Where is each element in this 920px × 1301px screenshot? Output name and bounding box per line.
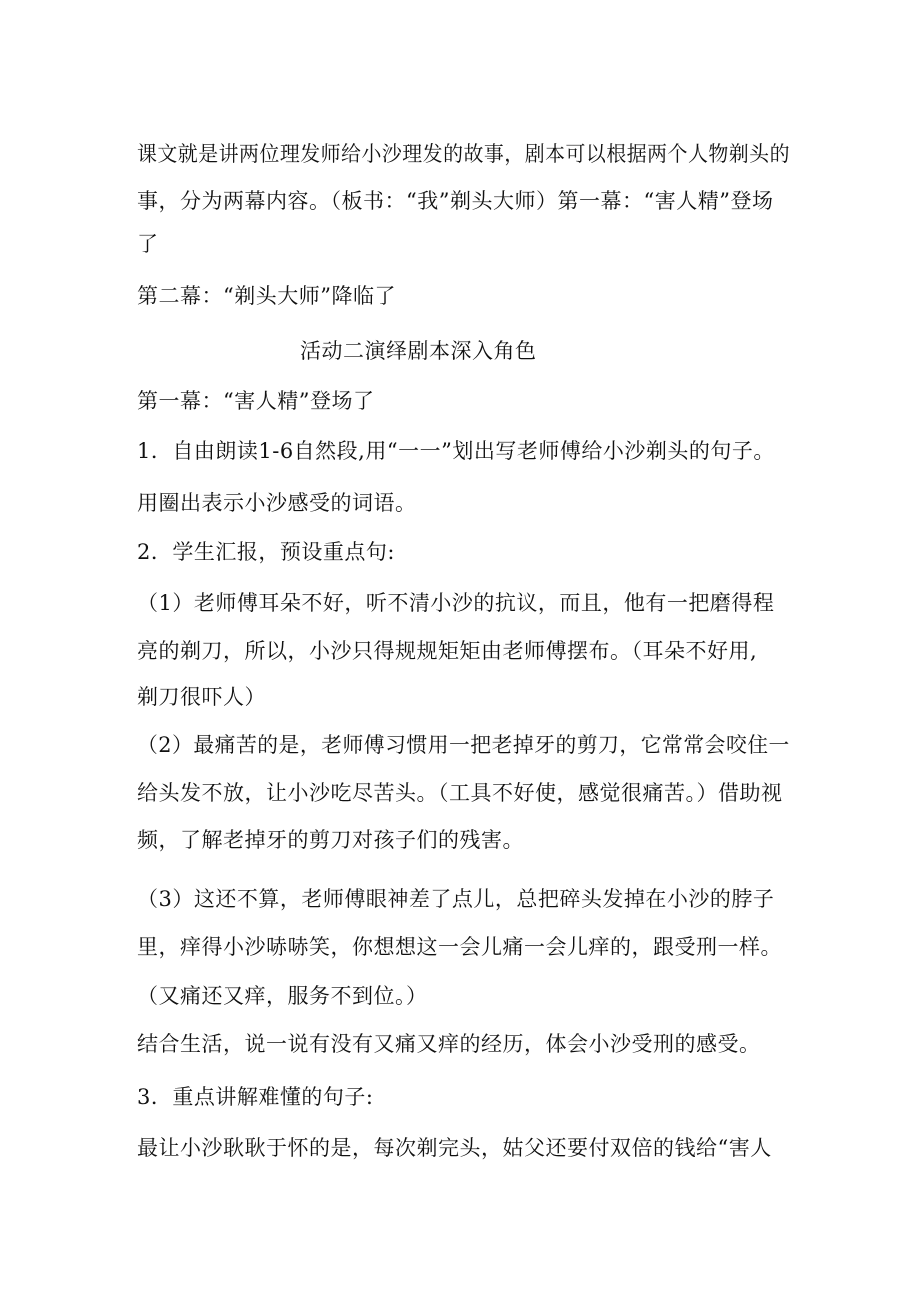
step-2-heading: 2．学生汇报，预设重点句:	[137, 540, 395, 564]
sentence-2-line-1: （2）最痛苦的是，老师傅习惯用一把老掉牙的剪刀，它常常会咬住一	[137, 733, 790, 757]
sentence-3-line-1: （3）这还不算，老师傅眼神差了点儿，总把碎头发掉在小沙的脖子	[137, 887, 775, 911]
activity-two-heading: 活动二演绎剧本深入角色	[300, 339, 537, 363]
step-3-heading: 3．重点讲解难懂的句子:	[137, 1085, 374, 1109]
paragraph-line-3: 了	[137, 232, 159, 256]
life-connection-line: 结合生活，说一说有没有又痛又痒的经历，体会小沙受刑的感受。	[137, 1032, 761, 1056]
sentence-1-line-3: 剃刀很吓人）	[137, 685, 266, 709]
sentence-2-line-2: 给头发不放，让小沙吃尽苦头。（工具不好使，感觉很痛苦。）借助视	[137, 781, 783, 805]
paragraph-line-2: 事，分为两幕内容。（板书：“我”剃头大师）第一幕：“害人精”登场	[137, 189, 774, 213]
sentence-2-line-3: 频，了解老掉牙的剪刀对孩子们的残害。	[137, 828, 524, 852]
key-sentence-line-1: 最让小沙耿耿于怀的是，每次剃完头，姑父还要付双倍的钱给“害人	[137, 1136, 772, 1160]
sentence-1-line-1: （1）老师傅耳朵不好，听不清小沙的抗议，而且，他有一把磨得程	[137, 591, 775, 615]
sentence-3-line-2: 里，痒得小沙哧哧笑，你想想这一会儿痛一会儿痒的，跟受刑一样。	[137, 935, 782, 959]
sentence-1-line-2: 亮的剃刀，所以，小沙只得规规矩矩由老师傅摆布。（耳朵不好用,	[137, 639, 758, 663]
paragraph-line-1: 课文就是讲两位理发师给小沙理发的故事，剧本可以根据两个人物剃头的	[137, 142, 790, 166]
step-1-line-1: 1．自由朗读1-6自然段,用“一一”划出写老师傅给小沙剃头的句子。	[137, 439, 775, 463]
act-two-title: 第二幕：“剃头大师”降临了	[137, 284, 396, 308]
act-one-title: 第一幕：“害人精”登场了	[137, 389, 375, 413]
step-1-line-2: 用圈出表示小沙感受的词语。	[137, 491, 417, 515]
sentence-3-line-3: （又痛还又痒，服务不到位。）	[137, 984, 428, 1008]
